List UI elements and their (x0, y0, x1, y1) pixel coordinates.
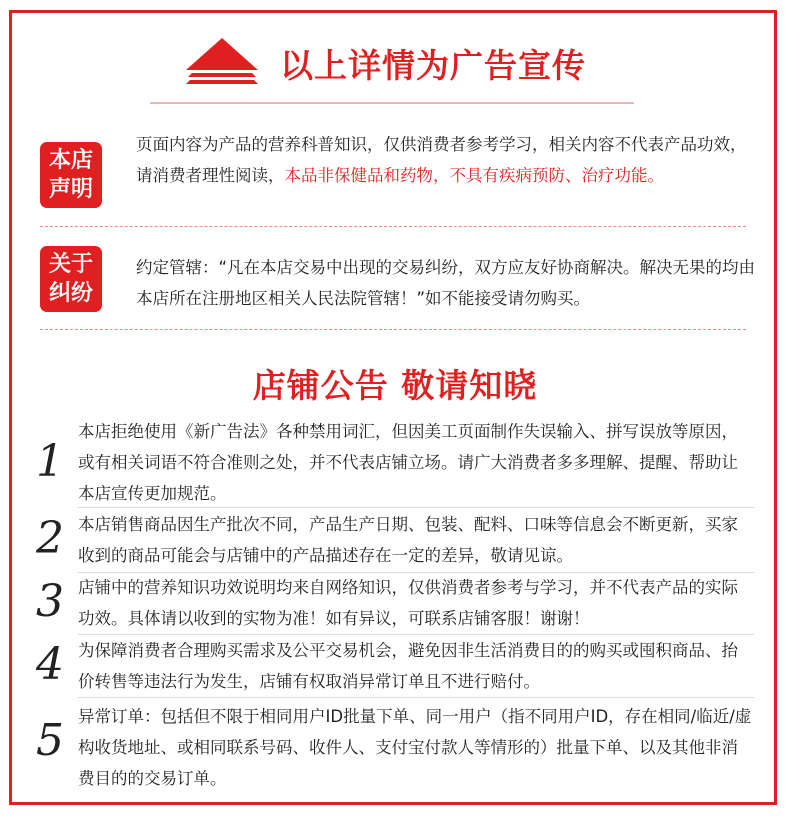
triangle-icon (184, 36, 260, 88)
item-number: 4 (36, 639, 64, 690)
item-number: 1 (36, 436, 64, 487)
dashed-divider (40, 226, 746, 227)
item-number: 3 (36, 576, 64, 627)
item-text: 店铺中的营养知识功效说明均来自网络知识，仅供消费者参考与学习，并不代表产品的实际功效。具体请以收到的实物为准！如有异议，可联系店铺客服！谢谢！ (78, 578, 738, 628)
item-text: 为保障消费者合理购买需求及公平交易机会，避免因非生活消费目的的购买或囤积商品、抬价转售等违法行为发生，店铺有权取消异常订单且不进行赔付。 (78, 641, 738, 691)
dashed-divider (40, 329, 746, 330)
item-text: 异常订单：包括但不限于相同用户ID批量下单、同一用户（指不同用户ID，存在相同/临近/虚构收货地址、或相同联系号码、收件人、支付宝付款人等情形的）批量下单、以及其他非消费目的的交易订单。 (78, 707, 752, 788)
item-number: 2 (36, 513, 64, 564)
page-title: 以上详情为广告宣传 (280, 46, 586, 85)
header-divider (150, 102, 634, 104)
item-text: 本店拒绝使用《新广告法》各种禁用词汇，但因美工页面制作失误输入、拼写误放等原因，或有相关词语不符合准则之处，并不代表店铺立场。请广大消费者多多理解、提醒、帮助让本店宣传更加规范。 (78, 422, 738, 503)
item-text: 本店销售商品因生产批次不同，产品生产日期、包装、配料、口味等信息会不断更新，买家收到的商品可能会与店铺中的产品描述存在一定的差异，敬请见谅。 (78, 515, 738, 565)
badge-store-statement (40, 142, 102, 208)
badge-dispute (40, 246, 102, 312)
item-divider (78, 507, 754, 508)
announcement-title: 店铺公告 敬请知晓 (252, 366, 538, 405)
badge-line: 关于 (48, 252, 93, 277)
header (184, 36, 624, 92)
badge-line: 声明 (48, 177, 93, 202)
badge-line: 纠纷 (48, 281, 93, 306)
statement-body: 页面内容为产品的营养科普知识，仅供消费者参考学习，相关内容不代表产品功效，请消费者理性阅读， (136, 135, 747, 185)
store-statement-text (136, 129, 756, 191)
statement-highlight: 本品非保健品和药物，不具有疾病预防、治疗功能。 (284, 166, 664, 185)
dispute-text (136, 252, 756, 314)
badge-line: 本店 (48, 148, 93, 173)
item-number: 5 (36, 715, 64, 766)
dispute-body: 约定管辖：“凡在本店交易中出现的交易纠纷，双方应友好协商解决。解决无果的均由本店所在注册地区相关人民法院管辖！”如不能接受请勿购买。 (136, 258, 756, 308)
item-divider (78, 697, 754, 698)
